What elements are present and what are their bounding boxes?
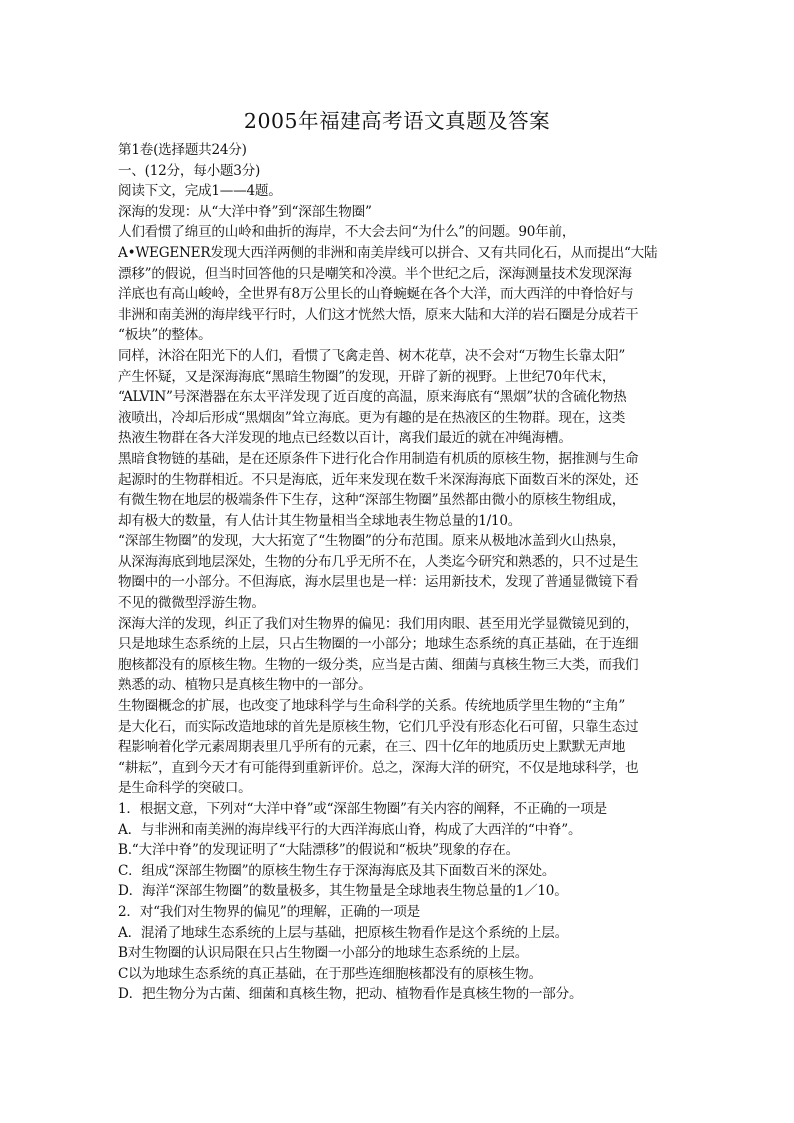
text-line: “耕耘”，直到今天才有可能得到重新评价。总之，深海大洋的研究，不仅是地球科学，也 (118, 759, 639, 776)
text-line: 阅读下文，完成1——4题。 (118, 183, 282, 200)
text-line: 洋底也有高山峻岭，全世界有8万公里长的山脊蜿蜒在各个大洋，而大西洋的中脊恰好与 (118, 286, 634, 303)
text-line: 人们看惯了绵亘的山岭和曲折的海岸，不大会去问“为什么”的问题。90年前， (118, 224, 576, 241)
text-line: 是大化石，而实际改造地球的首先是原核生物，它们几乎没有形态化石可留，只靠生态过 (118, 718, 639, 735)
document-body (118, 140, 686, 1005)
text-line: 程影响着化学元素周期表里几乎所有的元素，在三、四十亿年的地质历史上默默无声地 (118, 739, 626, 756)
text-line: 从深海海底到地层深处，生物的分布几乎无所不在，人类迄今研究和熟悉的，只不过是生 (118, 553, 639, 570)
text-line: 第1卷(选择题共24分) (118, 142, 247, 158)
text-line: 只是地球生态系统的上层，只占生物圈的一小部分；地球生态系统的真正基础，在于连细 (118, 636, 639, 653)
text-line: 生物圈概念的扩展，也改变了地球科学与生命科学的关系。传统地质学里生物的“主角” (118, 698, 626, 715)
text-line: 漂移”的假说，但当时回答他的只是嘲笑和冷漠。半个世纪之后，深海测量技术发现深海 (118, 265, 632, 282)
text-line: 却有极大的数量，有人估计其生物量相当全球地表生物总量的1/10。 (118, 512, 522, 529)
text-line: 产生怀疑，又是深海海底“黑暗生物圈”的发现，开辟了新的视野。上世纪70年代末， (118, 368, 616, 385)
text-line: 黑暗食物链的基础，是在还原条件下进行化合作用制造有机质的原核生物，据推测与生命 (118, 450, 639, 467)
text-line: 熟悉的动、植物只是真核生物中的一部分。 (118, 677, 372, 694)
text-line: 热液生物群在各大洋发现的地点已经数以百计，离我们最近的就在冲绳海槽。 (118, 430, 572, 447)
text-line: 同样，沐浴在阳光下的人们，看惯了飞禽走兽、树木花草，决不会对“万物生长靠太阳” (118, 347, 626, 364)
text-line: 物圈中的一小部分。不但海底，海水层里也是一样：运用新技术，发现了普通显微镜下看 (118, 574, 639, 591)
text-line: “深部生物圈”的发现，大大拓宽了“生物圈”的分布范围。原来从极地冰盖到火山热泉， (118, 533, 626, 550)
text-line: 起源时的生物群相近。不只是海底，近年来发现在数千米深海海底下面数百米的深处，还 (118, 471, 639, 488)
text-line: A．与非洲和南美洲的海岸线平行的大西洋海底山脊，构成了大西洋的“中脊”。 (118, 821, 582, 838)
text-line: 深海的发现：从“大洋中脊”到“深部生物圈” (118, 203, 372, 220)
text-line: D．海洋“深部生物圈”的数量极多，其生物量是全球地表生物总量的1／10。 (118, 883, 568, 900)
text-line: 有微生物在地层的极端条件下生存，这种“深部生物圈”虽然都由微小的原核生物组成， (118, 492, 626, 509)
text-line: 胞核都没有的原核生物。生物的一级分类，应当是古菌、细菌与真核生物三大类，而我们 (118, 656, 639, 673)
text-line: A．混淆了地球生态系统的上层与基础，把原核生物看作是这个系统的上层。 (118, 924, 568, 941)
text-line: “板块”的整体。 (118, 327, 212, 344)
text-line: C．组成“深部生物圈”的原核生物生存于深海海底及其下面数百米的深处。 (118, 862, 556, 879)
text-line: 2．对“我们对生物界的偏见”的理解，正确的一项是 (118, 903, 421, 920)
text-line: 深海大洋的发现，纠正了我们对生物界的偏见：我们用肉眼、甚至用光学显微镜见到的， (118, 615, 639, 632)
text-line: B.“大洋中脊”的发现证明了“大陆漂移”的假说和“板块”现象的存在。 (118, 842, 519, 859)
text-line: 液喷出，冷却后形成“黑烟囱”耸立海底。更为有趣的是在热液区的生物群。现在，这类 (118, 409, 626, 426)
text-line: “ALVIN”号深潜器在东太平洋发现了近百度的高温，原来海底有“黑烟”状的含硫化物热 (118, 389, 627, 406)
document-title: 2005年福建高考语文真题及答案 (243, 109, 551, 133)
text-line: A•WEGENER发现大西洋两侧的非洲和南美岸线可以拼合、又有共同化石，从而提出“大陆 (118, 244, 658, 261)
text-line: 非洲和南美洲的海岸线平行时，人们这才恍然大悟，原来大陆和大洋的岩石圈是分成若干 (118, 306, 639, 323)
text-line: B对生物圈的认识局限在只占生物圈一小部分的地球生态系统的上层。 (118, 945, 529, 962)
text-line: C以为地球生态系统的真正基础，在于那些连细胞核都没有的原核生物。 (118, 965, 542, 982)
text-line: 是生命科学的突破口。 (118, 780, 252, 797)
text-line: 1．根据文意，下列对“大洋中脊”或“深部生物圈”有关内容的阐释，不正确的一项是 (118, 801, 607, 817)
text-line: D．把生物分为古菌、细菌和真核生物，把动、植物看作是真核生物的一部分。 (118, 986, 583, 1003)
text-line: 不见的微微型浮游生物。 (118, 595, 265, 612)
text-line: 一、(12分，每小题3分) (118, 162, 261, 179)
